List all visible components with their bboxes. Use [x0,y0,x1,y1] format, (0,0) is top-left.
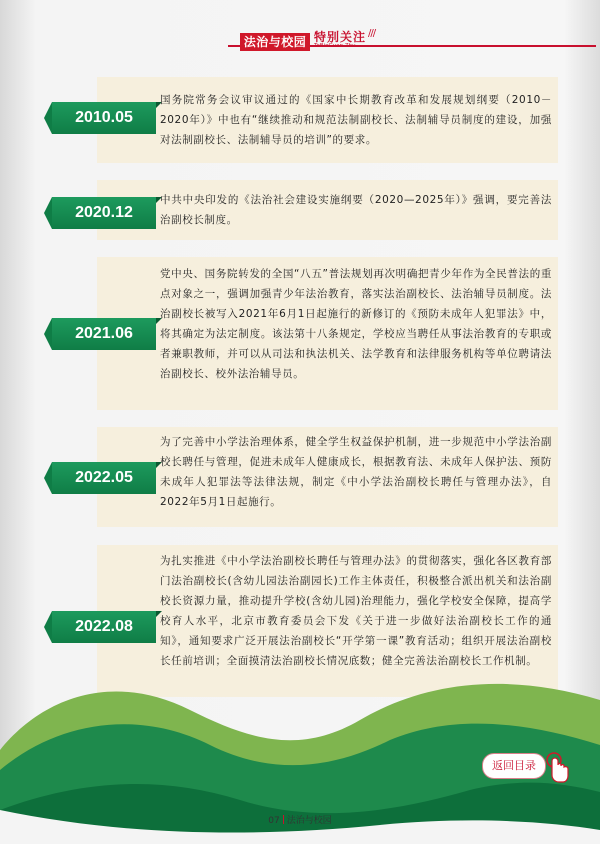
timeline-text: 党中央、国务院转发的全国“八五”普法规划再次明确把青少年作为全民普法的重点对象之一，强调加强青少年法治教育，落实法治副校长、法治辅导员制度。法治副校长被写入2021年6月1日起施行的新修订的《预防未成年人犯罪法》中，将其确定为法定制度。该法第十八条规定，学校应当聘任从事法治教育的专职或者兼职教师，并可以从司法和执法机关、法学教育和法律服务机构等单位聘请法治副校长、校外法治辅导员。 [160,268,552,380]
footer-divider [283,815,284,824]
date-tag-label: 2010.05 [52,102,156,134]
pointing-hand-icon[interactable] [545,751,571,785]
date-tag-label: 2020.12 [52,197,156,229]
footer-title: 法治与校园 [286,816,332,826]
back-to-contents-button[interactable]: 返回目录 [482,753,546,779]
date-tag-notch [44,102,52,134]
header-brand: 法治与校园 [240,33,310,51]
page-number: 07 [268,816,280,826]
date-tag-notch [44,462,52,494]
date-tag-notch [44,611,52,643]
header-slash-marks: /// [368,28,376,39]
timeline-text: 国务院常务会议审议通过的《国家中长期教育改革和发展规划纲要（2010－2020年）》中也有“继续推动和规范法制副校长、法制辅导员制度的建设，加强对法制副校长、法制辅导员的培训”的要求。 [160,94,552,146]
date-tag-label: 2022.08 [52,611,156,643]
header-section-title: 特别关注 [314,30,367,44]
timeline-text: 中共中央印发的《法治社会建设实施纲要（2020—2025年）》强调，要完善法治副校长制度。 [160,194,552,226]
timeline-text: 为了完善中小学法治理体系，健全学生权益保护机制，进一步规范中小学法治副校长聘任与管理，促进未成年人健康成长，根据教育法、未成年人保护法、预防未成年人犯罪法等法律法规，制定《中小学法治副校长聘任与管理办法》，自2022年5月1日起施行。 [160,436,552,508]
date-tag-notch [44,318,52,350]
header-section-pinyin: TeBieGuan Zhu [314,43,356,49]
date-tag-label: 2022.05 [52,462,156,494]
date-tag-label: 2021.06 [52,318,156,350]
timeline-text: 为扎实推进《中小学法治副校长聘任与管理办法》的贯彻落实，强化各区教育部门法治副校长(含幼儿园法治副园长)工作主体责任，积极整合派出机关和法治副校长资源力量，推动提升学校(含幼儿园)治理能力，强化学校安全保障，提高学校育人水平，北京市教育委员会下发《关于进一步做好法治副校长工作的通知》，通知要求广泛开展法治副校长“开学第一课”教育活动；组织开展法治副校长任前培训；全面摸清法治副校长情况底数；健全完善法治副校长工作机制。 [160,555,552,667]
date-tag-notch [44,197,52,229]
page-footer [0,813,600,826]
